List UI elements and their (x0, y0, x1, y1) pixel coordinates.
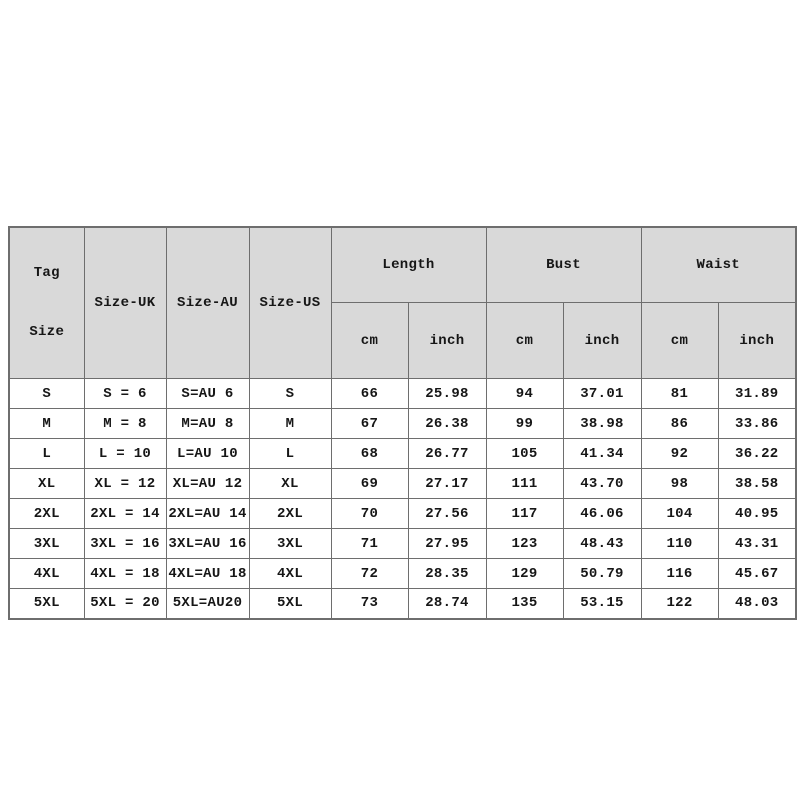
header-size-au: Size-AU (166, 227, 249, 379)
table-body (9, 379, 796, 619)
cell-bust-cm: 99 (486, 409, 563, 439)
cell-size-au: M=AU 8 (166, 409, 249, 439)
cell-size-au: 4XL=AU 18 (166, 559, 249, 589)
cell-length-inch: 27.17 (408, 469, 486, 499)
cell-waist-inch: 36.22 (718, 439, 796, 469)
cell-length-cm: 69 (331, 469, 408, 499)
cell-size-au: S=AU 6 (166, 379, 249, 409)
cell-bust-cm: 129 (486, 559, 563, 589)
cell-bust-inch: 50.79 (563, 559, 641, 589)
header-waist-inch: inch (718, 303, 796, 379)
header-bust: Bust (486, 227, 641, 303)
header-length-cm: cm (331, 303, 408, 379)
cell-size-us: 2XL (249, 499, 331, 529)
size-chart (8, 226, 795, 620)
cell-bust-inch: 37.01 (563, 379, 641, 409)
cell-waist-inch: 43.31 (718, 529, 796, 559)
header-waist: Waist (641, 227, 796, 303)
cell-length-cm: 66 (331, 379, 408, 409)
cell-length-cm: 73 (331, 589, 408, 619)
cell-length-inch: 27.95 (408, 529, 486, 559)
table-row (9, 499, 796, 529)
cell-tag-size: M (9, 409, 84, 439)
cell-size-us: M (249, 409, 331, 439)
header-tag-line2: Size (29, 324, 65, 340)
cell-length-inch: 25.98 (408, 379, 486, 409)
cell-size-au: 5XL=AU20 (166, 589, 249, 619)
cell-bust-cm: 135 (486, 589, 563, 619)
cell-size-us: S (249, 379, 331, 409)
header-waist-cm: cm (641, 303, 718, 379)
cell-size-us: XL (249, 469, 331, 499)
cell-size-uk: 3XL = 16 (84, 529, 166, 559)
cell-size-us: L (249, 439, 331, 469)
cell-size-au: XL=AU 12 (166, 469, 249, 499)
size-chart-table (8, 226, 797, 620)
cell-length-cm: 72 (331, 559, 408, 589)
table-header (9, 227, 796, 379)
cell-waist-cm: 104 (641, 499, 718, 529)
cell-size-au: 3XL=AU 16 (166, 529, 249, 559)
cell-tag-size: 5XL (9, 589, 84, 619)
table-row (9, 589, 796, 619)
cell-waist-cm: 122 (641, 589, 718, 619)
cell-bust-inch: 38.98 (563, 409, 641, 439)
cell-tag-size: XL (9, 469, 84, 499)
cell-size-uk: 4XL = 18 (84, 559, 166, 589)
cell-length-inch: 28.35 (408, 559, 486, 589)
cell-length-cm: 67 (331, 409, 408, 439)
cell-waist-cm: 110 (641, 529, 718, 559)
cell-waist-cm: 81 (641, 379, 718, 409)
cell-waist-inch: 45.67 (718, 559, 796, 589)
cell-length-inch: 26.77 (408, 439, 486, 469)
cell-bust-cm: 117 (486, 499, 563, 529)
cell-bust-inch: 46.06 (563, 499, 641, 529)
header-length-inch: inch (408, 303, 486, 379)
table-row (9, 529, 796, 559)
cell-length-cm: 71 (331, 529, 408, 559)
cell-length-cm: 70 (331, 499, 408, 529)
cell-bust-inch: 41.34 (563, 439, 641, 469)
cell-length-cm: 68 (331, 439, 408, 469)
cell-tag-size: L (9, 439, 84, 469)
cell-length-inch: 27.56 (408, 499, 486, 529)
cell-size-uk: M = 8 (84, 409, 166, 439)
cell-size-us: 3XL (249, 529, 331, 559)
cell-size-uk: L = 10 (84, 439, 166, 469)
header-tag-line1: Tag (33, 265, 60, 281)
cell-tag-size: 2XL (9, 499, 84, 529)
cell-size-uk: S = 6 (84, 379, 166, 409)
header-size-us: Size-US (249, 227, 331, 379)
cell-size-uk: 2XL = 14 (84, 499, 166, 529)
table-row (9, 379, 796, 409)
cell-size-au: 2XL=AU 14 (166, 499, 249, 529)
cell-length-inch: 28.74 (408, 589, 486, 619)
cell-length-inch: 26.38 (408, 409, 486, 439)
header-row-groups (9, 227, 796, 303)
cell-size-us: 5XL (249, 589, 331, 619)
cell-waist-inch: 40.95 (718, 499, 796, 529)
header-bust-cm: cm (486, 303, 563, 379)
cell-bust-cm: 111 (486, 469, 563, 499)
header-bust-inch: inch (563, 303, 641, 379)
cell-waist-inch: 48.03 (718, 589, 796, 619)
header-length: Length (331, 227, 486, 303)
cell-tag-size: 4XL (9, 559, 84, 589)
cell-waist-inch: 38.58 (718, 469, 796, 499)
cell-size-au: L=AU 10 (166, 439, 249, 469)
cell-size-us: 4XL (249, 559, 331, 589)
header-size-uk: Size-UK (84, 227, 166, 379)
table-row (9, 559, 796, 589)
cell-waist-cm: 86 (641, 409, 718, 439)
cell-tag-size: S (9, 379, 84, 409)
cell-bust-inch: 53.15 (563, 589, 641, 619)
table-row (9, 469, 796, 499)
cell-size-uk: 5XL = 20 (84, 589, 166, 619)
header-tag-size (9, 227, 84, 379)
cell-waist-inch: 33.86 (718, 409, 796, 439)
cell-size-uk: XL = 12 (84, 469, 166, 499)
cell-tag-size: 3XL (9, 529, 84, 559)
cell-waist-cm: 92 (641, 439, 718, 469)
cell-waist-cm: 98 (641, 469, 718, 499)
cell-bust-cm: 123 (486, 529, 563, 559)
cell-waist-inch: 31.89 (718, 379, 796, 409)
cell-bust-cm: 105 (486, 439, 563, 469)
cell-waist-cm: 116 (641, 559, 718, 589)
cell-bust-cm: 94 (486, 379, 563, 409)
cell-bust-inch: 48.43 (563, 529, 641, 559)
table-row (9, 409, 796, 439)
cell-bust-inch: 43.70 (563, 469, 641, 499)
table-row (9, 439, 796, 469)
